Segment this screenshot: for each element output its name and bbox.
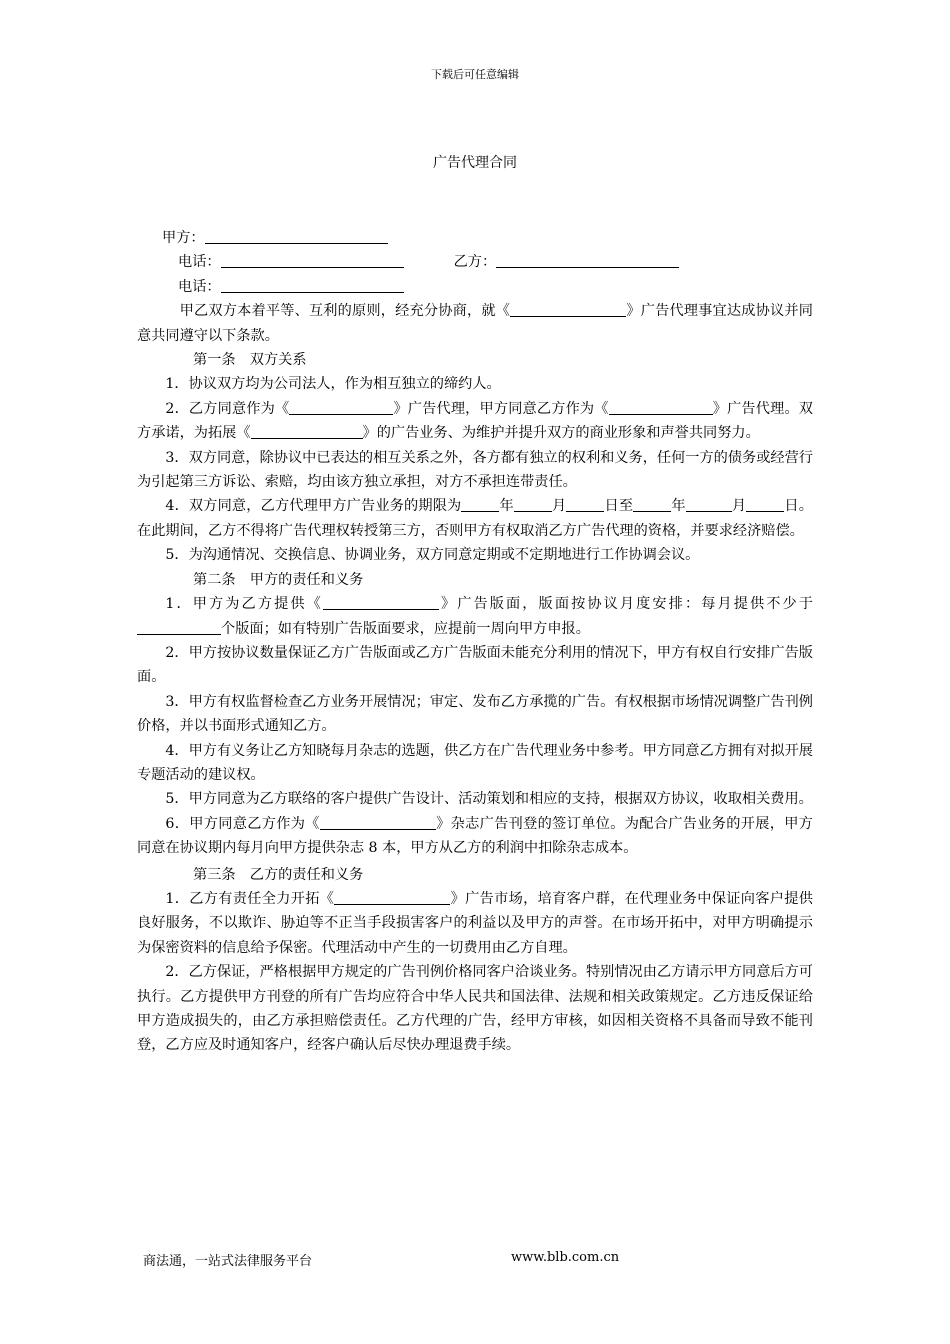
article-3-heading: 第三条 乙方的责任和义务: [193, 866, 364, 883]
intro-paragraph: 甲乙双方本着平等、互利的原则，经充分协商，就《 》广告代理事宜达成协议并同意共同遵守以下条款。: [137, 299, 813, 348]
phone-blank-1[interactable]: [221, 251, 404, 268]
party-b-blank[interactable]: [496, 251, 679, 268]
blank[interactable]: [137, 618, 221, 635]
article-2-clause-2: 2．甲方按协议数量保证乙方广告版面或乙方广告版面未能充分利用的情况下，甲方有权自行安排广告版面。: [137, 644, 813, 686]
blank[interactable]: [746, 495, 784, 512]
article-1-heading: 第一条 双方关系: [193, 352, 307, 369]
blank[interactable]: [633, 495, 671, 512]
blank[interactable]: [514, 495, 552, 512]
party-b-label: 乙方：: [453, 254, 497, 271]
blank[interactable]: [686, 495, 732, 512]
article-2-clause-4: 4．甲方有义务让乙方知晓每月杂志的选题，供乙方在广告代理业务中参考。甲方同意乙方拥有对拟开展专题活动的建议权。: [137, 742, 813, 783]
document-title: 广告代理合同: [433, 155, 517, 171]
blank[interactable]: [566, 495, 604, 512]
article-2-clause-5: 5．甲方同意为乙方联络的客户提供广告设计、活动策划和相应的支持，根据双方协议，收取相关费用。: [165, 791, 813, 808]
contract-body: [137, 226, 813, 1058]
blank[interactable]: [251, 422, 363, 439]
header-note: 下载后可任意编辑: [431, 68, 519, 81]
phone-blank-2[interactable]: [221, 276, 404, 293]
article-2-clause-1: 1．甲方为乙方提供《 》广告版面，版面按协议月度安排：每月提供不少于个版面；如有特别广告版面要求，应提前一周向甲方申报。: [137, 592, 813, 641]
footer-url[interactable]: www.blb.com.cn: [511, 1250, 620, 1265]
article-2-clause-3: 3．甲方有权监督检查乙方业务开展情况；审定、发布乙方承揽的广告。有权根据市场情况调整广告刊例价格，并以书面形式通知乙方。: [137, 693, 813, 735]
blank[interactable]: [334, 888, 450, 905]
article-1-clause-3: 3．双方同意，除协议中已表达的相互关系之外，各方都有独立的权利和义务，任何一方的债务或经营行为引起第三方诉讼、索赔，均由该方独立承担，对方不承担连带责任。: [137, 449, 813, 491]
project-name-blank[interactable]: [510, 300, 626, 317]
article-1-clause-4: 4．双方同意，乙方代理甲方广告业务的期限为 年 月 日至 年 月 日。在此期间，乙方不得将广告代理权转授第三方，否则甲方有权取消乙方广告代理的资格，并要求经济赔偿。: [137, 494, 813, 543]
article-2-clause-6: 6．甲方同意乙方作为《 》杂志广告刊登的签订单位。为配合广告业务的开展，甲方同意在协议期内每月向甲方提供杂志 8 本，甲方从乙方的利润中扣除杂志成本。: [137, 812, 813, 861]
article-3-clause-2: 2．乙方保证，严格根据甲方规定的广告刊例价格同客户洽谈业务。特别情况由乙方请示甲方同意后方可执行。乙方提供甲方刊登的所有广告均应符合中华人民共和国法律、法规和相关政策规定。乙方违反保证给甲方造成损失的，由乙方承担赔偿责任。乙方代理的广告，经甲方审核，如因相关资格不具备而导致不能刊登，乙方应及时通知客户，经客户确认后尽快办理退费手续。: [137, 964, 813, 1054]
blank[interactable]: [320, 813, 436, 830]
phone-label-2: 电话：: [178, 278, 221, 295]
phone-a-line: [137, 275, 813, 299]
blank[interactable]: [289, 398, 393, 415]
article-1-clause-2: 2．乙方同意作为《 》广告代理，甲方同意乙方作为《 》广告代理。双方承诺，为拓展《 》的广告业务、为维护并提升双方的商业形象和声誉共同努力。: [137, 397, 813, 446]
phone-b-line: [137, 250, 813, 274]
party-a-line: [137, 226, 813, 250]
article-1-clause-1: 1．协议双方均为公司法人，作为相互独立的缔约人。: [165, 376, 501, 393]
party-a-blank[interactable]: [205, 227, 388, 244]
footer-brand: 商法通，一站式法律服务平台: [143, 1254, 313, 1269]
blank[interactable]: [461, 495, 499, 512]
phone-label-1: 电话：: [178, 254, 221, 271]
article-3-clause-1: 1．乙方有责任全力开拓《 》广告市场，培育客户群，在代理业务中保证向客户提供良好服务，不以欺诈、胁迫等不正当手段损害客户的利益以及甲方的声誉。在市场开拓中，对甲方明确提示为保密资料的信息给予保密。代理活动中产生的一切费用由乙方自理。: [137, 887, 813, 960]
party-a-label: 甲方：: [162, 230, 205, 246]
article-1-clause-5: 5．为沟通情况、交换信息、协调业务，双方同意定期或不定期地进行工作协调会议。: [165, 547, 700, 564]
blank[interactable]: [609, 398, 713, 415]
blank[interactable]: [323, 593, 439, 610]
article-2-heading: 第二条 甲方的责任和义务: [193, 571, 364, 588]
